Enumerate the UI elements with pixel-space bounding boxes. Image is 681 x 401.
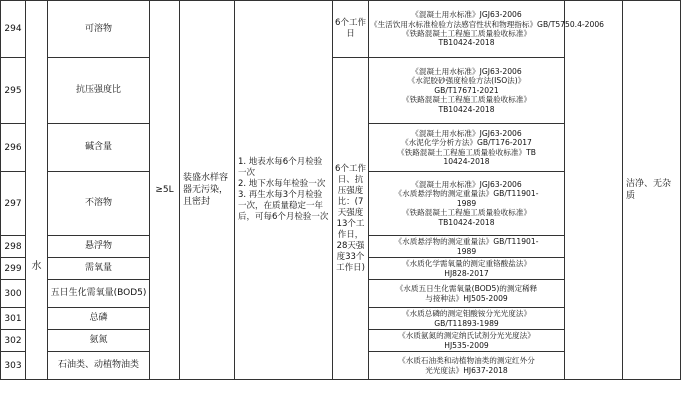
standard-line: TB10424-2018 <box>438 217 495 227</box>
test-item: 五日生化需氧量(BOD5) <box>48 280 150 308</box>
row-number: 298 <box>1 236 26 258</box>
row-number: 302 <box>1 330 26 352</box>
test-duration: 6个工作日、抗压强度比：(7天强度13个工作日，28天强度33个工作日) <box>333 58 369 380</box>
standard-cell <box>369 172 565 236</box>
standard-line: 1989 <box>456 198 477 208</box>
standard-line: 《铁路混凝土工程施工质量验收标准》 <box>401 95 532 105</box>
standard-line: 《混凝土用水标准》JGJ63-2006 <box>411 179 522 189</box>
standard-cell <box>369 308 565 330</box>
test-item: 不溶物 <box>48 172 150 236</box>
standard-cell <box>369 1 604 58</box>
standard-line: 《水泥胶砂强度检验方法(ISO法)》 <box>407 76 526 86</box>
row-number: 300 <box>1 280 26 308</box>
row-number: 295 <box>1 58 26 124</box>
standard-line: 《水质悬浮物的测定重量法》GB/T11901- <box>394 189 539 199</box>
standard-line: 《混凝土用水标准》JGJ63-2006 <box>411 128 522 138</box>
standard-line: 1989 <box>456 246 477 256</box>
standard-line: 与接种法》HJ505-2009 <box>425 293 508 303</box>
standard-line: 《水质石油类和动植物油类的测定红外分 <box>398 356 535 366</box>
standard-line: 《水质总磷的测定钼酸铵分光光度法》 <box>401 309 532 319</box>
category-cell <box>26 1 48 380</box>
test-item: 悬浮物 <box>48 236 150 258</box>
row-number: 296 <box>1 124 26 172</box>
standard-line: GB/T17671-2021 <box>434 85 499 95</box>
standard-cell <box>369 330 565 352</box>
standard-line: 《铁路混凝土工程施工质量验收标准》TB <box>397 147 536 157</box>
standard-line: 《水质五日生化需氧量(BOD5)的测定稀释 <box>395 284 538 294</box>
test-item: 可溶物 <box>48 1 150 58</box>
standard-line: 《水质氨氮的测定纳氏试剂分光光度法》 <box>398 331 535 341</box>
test-duration: 6个工作日 <box>333 1 369 58</box>
standard-line: HJ828-2017 <box>444 268 489 278</box>
test-item: 抗压强度比 <box>48 58 150 124</box>
appearance-requirement: 洁净、无杂质 <box>623 1 681 380</box>
standard-line: 《水泥化学分析方法》GB/T176-2017 <box>401 138 532 148</box>
standard-cell <box>369 124 565 172</box>
standard-line: 《混凝土用水标准》JGJ63-2006 <box>411 10 522 20</box>
standard-line: 《水质悬浮物的测定重量法》GB/T11901- <box>394 237 539 247</box>
standard-line: 《铁路混凝土工程施工质量验收标准》 <box>401 208 532 218</box>
frequency-line: 2. 地下水每年检验一次 <box>238 179 326 189</box>
standard-cell <box>369 280 565 308</box>
standard-line: HJ535-2009 <box>444 340 489 350</box>
row-number: 301 <box>1 308 26 330</box>
frequency-line: 1. 地表水每6个月检验一次 <box>238 157 323 178</box>
standard-line: 《水质化学需氧量的测定重铬酸盐法》 <box>401 259 532 269</box>
test-item: 石油类、动植物油类 <box>48 352 150 380</box>
test-item: 总磷 <box>48 308 150 330</box>
standard-cell <box>369 236 565 258</box>
test-item: 氨氮 <box>48 330 150 352</box>
container-requirement: 装盛水样容器无污染，且密封 <box>180 1 235 380</box>
standard-line: 光光度法》HJ637-2018 <box>425 365 508 375</box>
frequency-line: 3. 再生水每3个月检验一次，在质量稳定一年后，可每6个月检验一次 <box>238 190 329 222</box>
row-number: 299 <box>1 258 26 280</box>
standard-line: 《铁路混凝土工程施工质量验收标准》 <box>401 29 532 38</box>
sample-volume: ≥5L <box>150 1 180 380</box>
row-number: 297 <box>1 172 26 236</box>
standard-line: TB10424-2018 <box>438 104 495 114</box>
test-frequency <box>235 1 333 380</box>
row-number: 303 <box>1 352 26 380</box>
table-row <box>1 1 681 58</box>
standard-line: 10424-2018 <box>443 156 490 166</box>
standard-cell <box>369 58 565 124</box>
standard-line: 《混凝土用水标准》JGJ63-2006 <box>411 66 522 76</box>
test-item: 需氧量 <box>48 258 150 280</box>
standard-line: GB/T11893-1989 <box>434 318 499 328</box>
standard-cell <box>369 352 565 380</box>
standard-cell <box>369 258 565 280</box>
standard-line: 《生活饮用水标准检验方法感官性状和物理指标》GB/T5750.4-2006 <box>370 19 604 29</box>
empty-cell <box>565 1 623 380</box>
row-number: 294 <box>1 1 26 58</box>
standard-line: TB10424-2018 <box>438 38 495 48</box>
category-label: 水 <box>31 261 42 272</box>
test-item: 碱含量 <box>48 124 150 172</box>
